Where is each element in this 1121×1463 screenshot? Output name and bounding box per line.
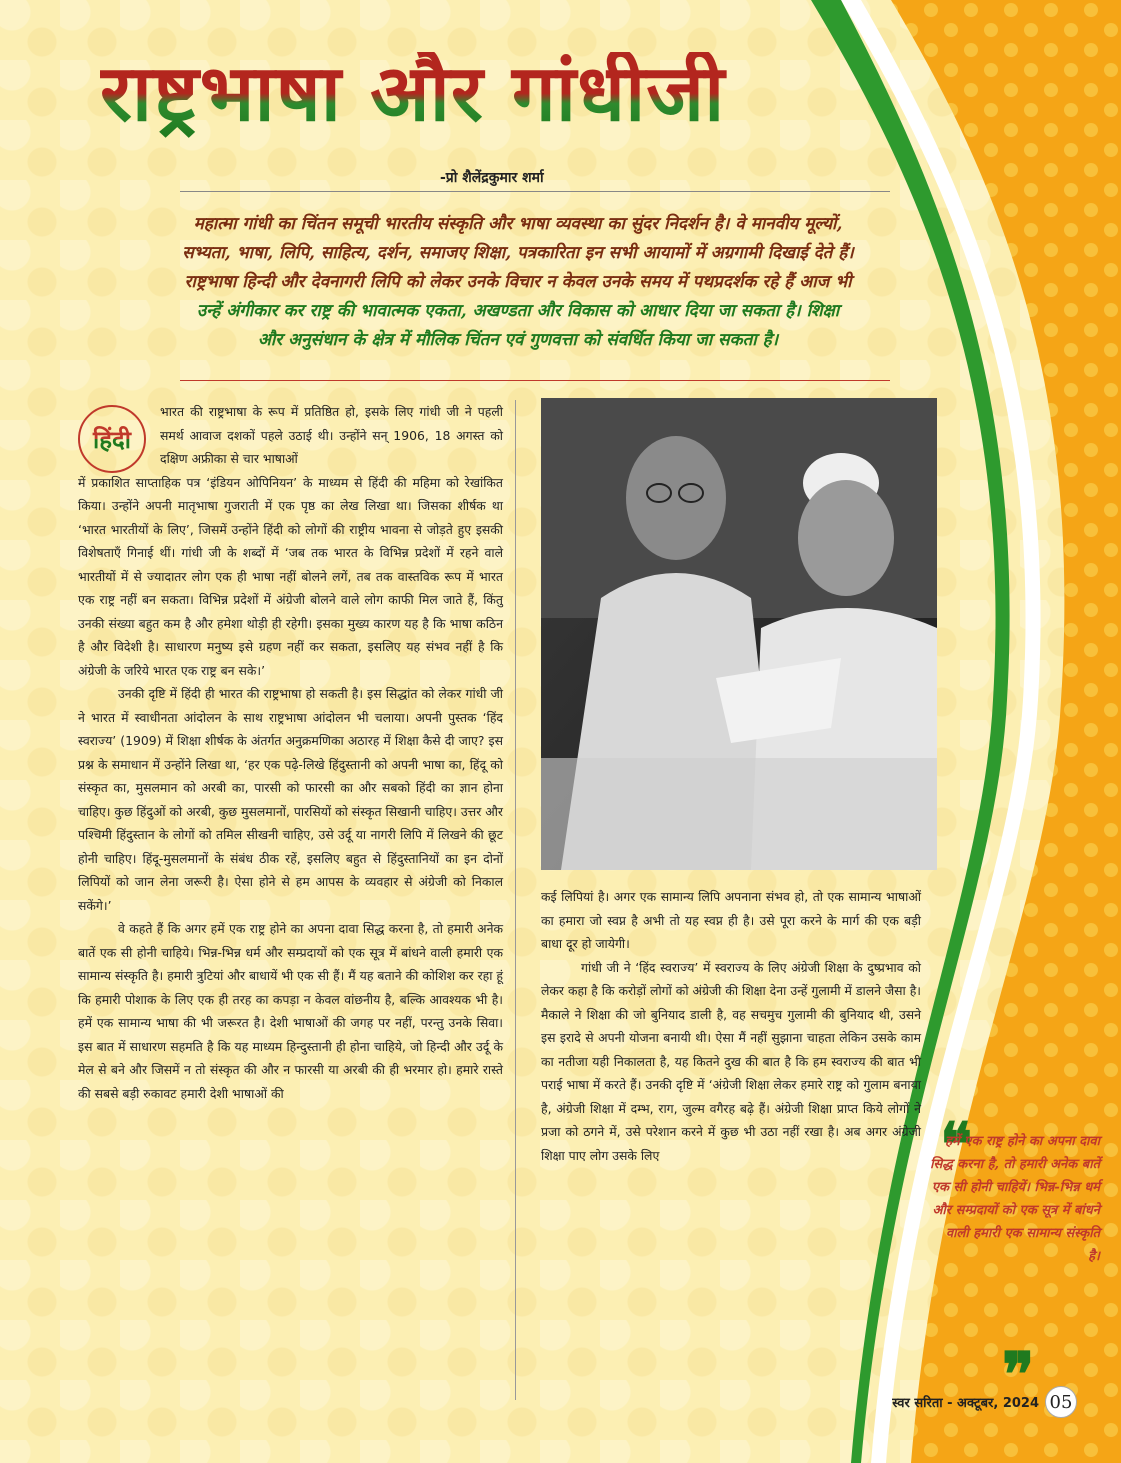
quote-open-icon: ❝ <box>940 1110 973 1180</box>
paragraph: वे कहते हैं कि अगर हमें एक राष्ट्र होने का अपना दावा सिद्ध करना है, तो हमारी अनेक बातें एक सी होनी चाहिये। भिन्न-भिन्न धर्म और सम्प्रदायों को एक सूत्र में बांधने वाली हमारी एक सामान्य संस्कृति है। हमारी त्रुटियां और बाधायें भी एक सी हैं। मैं यह बताने की कोशिश कर रहा हूं कि हमारी पोशाक के लिए एक ही तरह का कपड़ा न केवल वांछनीय है, बल्कि आवश्यक भी है। हमें एक सामान्य भाषा की भी जरूरत है। देशी भाषाओं की जगह पर नहीं, परन्तु उनके सिवा। इस बात में साधारण सहमति है कि यह माध्यम हिन्दुस्तानी ही होना चाहिये, जो हिन्दी और उर्दू के मेल से बने और जिसमें न तो संस्कृत की और न फारसी या अरबी की ही भरमार हो। हमारे रास्ते की सबसे बड़ी रुकावट हमारी देशी भाषाओं की <box>78 921 503 1101</box>
intro-summary <box>78 210 958 355</box>
divider-intro <box>180 380 890 381</box>
historical-photo <box>541 398 937 870</box>
right-column <box>541 885 921 1167</box>
intro-line: महात्मा गांधी का चिंतन समूची भारतीय संस्कृति और भाषा व्यवस्था का सुंदर निदर्शन है। वे मानवीय मूल्यों, <box>193 214 843 234</box>
quote-close-icon: ❞ <box>1002 1340 1035 1410</box>
intro-line: और अनुसंधान के क्षेत्र में मौलिक चिंतन एवं गुणवत्ता को संवर्धित किया जा सकता है। <box>257 330 779 350</box>
magazine-issue: स्वर सरिता - अक्टूबर, 2024 <box>892 1396 1039 1411</box>
dropcap-badge: हिंदी <box>78 405 146 473</box>
paragraph: गांधी जी ने ‘हिंद स्वराज्य’ में स्वराज्य के लिए अंग्रेजी शिक्षा के दुष्प्रभाव को लेकर कहा है कि करोड़ों लोगों को अंग्रेजी की शिक्षा देना उन्हें गुलामी में डालने जैसा है। मैकाले ने शिक्षा की जो बुनियाद डाली है, वह सचमुच गुलामी की बुनियाद थी, उसने इस इरादे से अपनी योजना बनायी थी। ऐसा मैं नहीं सुझाना चाहता लेकिन उसके काम का नतीजा यही निकालता है, यह कितने दुख की बात है कि हम स्वराज्य की बात भी पराई भाषा में करते हैं। उनकी दृष्टि में ‘अंग्रेजी शिक्षा लेकर हमारे राष्ट्र को गुलाम बनाया है, अंग्रेजी शिक्षा में दम्भ, राग, जुल्म वगैरह बढ़े हैं। अंग्रेजी शिक्षा प्राप्त किये लोगों ने प्रजा को ठगने में, उसे परेशान करने में कुछ भी उठा नहीं रखा है। अब अगर अंग्रेजी शिक्षा पाए लोग उसके लिए <box>541 959 921 1163</box>
article-title: राष्ट्रभाषा और गांधीजी <box>100 52 800 138</box>
intro-line: उन्हें अंगीकार कर राष्ट्र की भावात्मक एकता, अखण्डता और विकास को आधार दिया जा सकता है। शिक्षा <box>196 301 840 321</box>
author-byline: -प्रो शैलेंद्रकुमार शर्मा <box>440 170 544 186</box>
page-number: 05 <box>1045 1386 1077 1418</box>
intro-line: राष्ट्रभाषा हिन्दी और देवनागरी लिपि को लेकर उनके विचार न केवल उनके समय में पथप्रदर्शक रहे हैं आज भी <box>184 272 852 292</box>
paragraph: भारत की राष्ट्रभाषा के रूप में प्रतिष्ठित हो, इसके लिए गांधी जी ने पहली समर्थ आवाज दशकों पहले उठाई थी। उन्होंने सन् 1906, 18 अगस्त को दक्षिण अफ्रीका से चार भाषाओं <box>160 404 503 466</box>
paragraph: उनकी दृष्टि में हिंदी ही भारत की राष्ट्रभाषा हो सकती है। इस सिद्धांत को लेकर गांधी जी ने भारत में स्वाधीनता आंदोलन के साथ राष्ट्रभाषा आंदोलन भी चलाया। अपनी पुस्तक ‘हिंद स्वराज्य’ (1909) में शिक्षा शीर्षक के अंतर्गत अनुक्रमणिका अठारह में शिक्षा कैसे दी जाए? इस प्रश्न के समाधान में उन्होंने लिखा था, ‘हर एक पढ़े-लिखे हिंदुस्तानी को अपनी भाषा का, हिंदू को संस्कृत का, मुसलमान को अरबी का, पारसी को फारसी का और सबको हिंदी का ज्ञान होना चाहिए। कुछ हिंदुओं को अरबी, कुछ मुसलमानों, पारसियों को संस्कृत सिखानी चाहिए। उत्तर और पश्चिमी हिंदुस्तान के लोगों को तमिल सीखनी चाहिए, उसे उर्दू या नागरी लिपि में लिखने की छूट होनी चाहिए। हिंदू-मुसलमानों के संबंध ठीक रहें, इसलिए बहुत से हिंदुस्तानियों का इन दोनों लिपियों को जान लेना जरूरी है। ऐसा होने से हम आपस के व्यवहार से अंग्रेजी को निकाल सकेंगे।’ <box>78 686 503 913</box>
intro-line: सभ्यता, भाषा, लिपि, साहित्य, दर्शन, समाजए शिक्षा, पत्रकारिता इन सभी आयामों में अग्रगामी दिखाई देते हैं। <box>182 243 854 263</box>
paragraph: कई लिपियां है। अगर एक सामान्य लिपि अपनाना संभव हो, तो एक सामान्य भाषाओं का हमारा जो स्वप्न है अभी तो यह स्वप्न ही है। उसे पूरा करने के मार्ग की एक बड़ी बाधा दूर हो जायेगी। <box>541 889 921 951</box>
paragraph: में प्रकाशित साप्ताहिक पत्र ‘इंडियन ओपिनियन’ के माध्यम से हिंदी की महिमा को रेखांकित किया। उन्होंने अपनी मातृभाषा गुजराती में एक पृष्ठ का लेख लिखा था। जिसका शीर्षक था ‘भारत भारतीयों के लिए’, जिसमें उन्होंने हिंदी को लोगों की राष्ट्रीय भावना से जोड़ते हुए इसकी विशेषताएँ गिनाई थीं। गांधी जी के शब्दों में ‘जब तक भारत के विभिन्न प्रदेशों में रहने वाले भारतीयों में से ज्यादातर लोग एक ही भाषा नहीं बोलने लगें, तब तक वास्तविक रूप में भारत एक राष्ट्र नहीं बन सकता। विभिन्न प्रदेशों में अंग्रेजी बोलने वाले लोग काफी मिल जाते हैं, किंतु उनकी संख्या बहुत कम है और हमेशा थोड़ी ही रहेगी। इसका मुख्य कारण यह है कि भाषा कठिन है और विदेशी है। साधारण मनुष्य इसे ग्रहण नहीं कर सकता, इसलिए यह संभव नहीं है कि अंग्रेजी के जरिये भारत एक राष्ट्र बन सके।’ <box>78 474 503 678</box>
pull-quote: हमें एक राष्ट्र होने का अपना दावा सिद्ध करना है, तो हमारी अनेक बातें एक सी होनी चाहियें। भिन्न-भिन्न धर्म और सम्प्रदायों को एक सूत्र में बांधने वाली हमारी एक सामान्य संस्कृति है। <box>930 1134 1100 1264</box>
divider-top <box>180 191 890 192</box>
page-footer <box>852 1386 1077 1418</box>
left-column <box>78 400 503 1105</box>
column-divider <box>515 400 516 1400</box>
